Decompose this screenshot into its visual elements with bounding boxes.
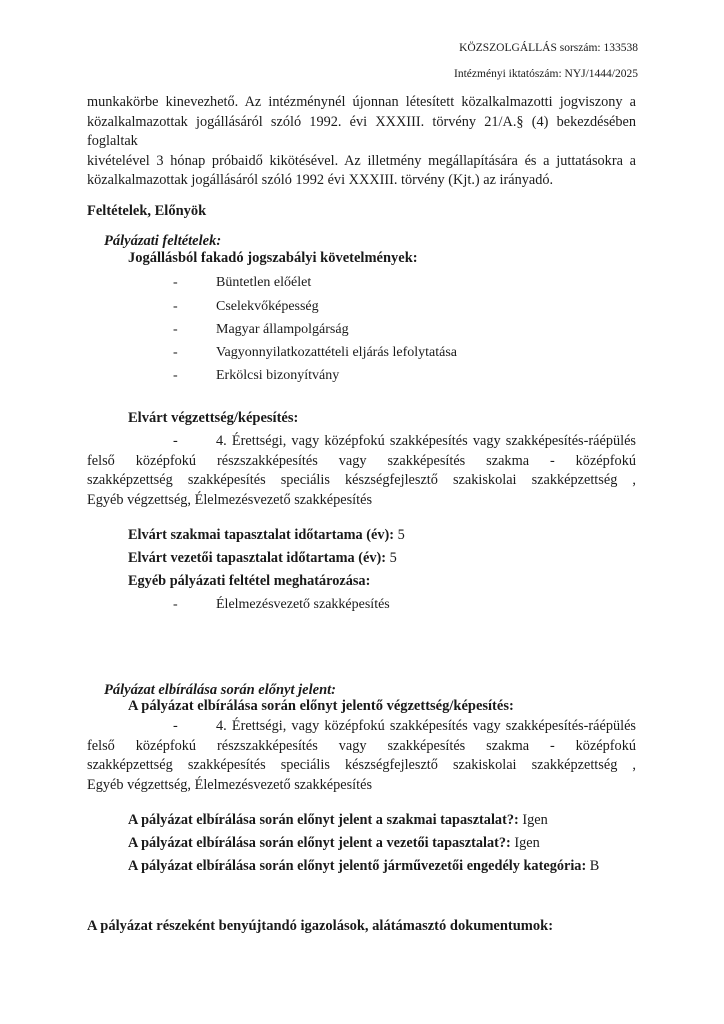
registry-number: Intézményi iktatószám: NYJ/1444/2025 xyxy=(454,68,638,80)
education-line: Egyéb végzettség, Élelmezésvezető szakképesítés xyxy=(87,491,373,508)
list-item-text: Erkölcsi bizonyítvány xyxy=(216,368,340,383)
list-item-text: Vagyonnyilatkozattételi eljárás lefolytatása xyxy=(216,345,458,360)
advantage-leadership-experience-label: A pályázat elbírálása során előnyt jelent a vezetői tapasztalat?: xyxy=(128,835,511,851)
advantage-leadership-experience-row xyxy=(128,835,540,852)
dash-bullet: - xyxy=(173,275,178,290)
dash-bullet: - xyxy=(173,299,178,314)
advantage-education-first-line xyxy=(216,717,636,737)
leadership-experience-row xyxy=(128,550,397,567)
advantage-education-heading: A pályázat elbírálása során előnyt jelentő végzettség/képesítés: xyxy=(128,698,514,714)
conditions-heading: Pályázati feltételek: xyxy=(104,233,222,249)
education-line: felső középfokú részszakképesítés vagy szakképesítés szakma - középfokú xyxy=(87,452,636,469)
list-item-text: Élelmezésvezető szakképesítés xyxy=(216,597,390,612)
leadership-experience-label: Elvárt vezetői tapasztalat időtartama (év): xyxy=(128,550,387,566)
dash-bullet: - xyxy=(173,597,178,612)
dash-bullet: - xyxy=(173,322,178,337)
advantage-leadership-experience-value: Igen xyxy=(514,835,540,851)
dash-bullet: - xyxy=(173,718,178,734)
record-number: KÖZSZOLGÁLLÁS sorszám: 133538 xyxy=(459,42,638,54)
intro-line: közalkalmazottak jogállásáról szóló 1992 évi XXXIII. törvény (Kjt.) az irányadó. xyxy=(87,172,554,188)
education-continuation xyxy=(87,452,636,511)
professional-experience-value: 5 xyxy=(397,527,405,543)
education-line: 4. Érettségi, vagy középfokú szakképesítés vagy szakképesítés-ráépülés xyxy=(216,718,636,734)
education-line: felső középfokú részszakképesítés vagy szakképesítés szakma - középfokú xyxy=(87,737,636,754)
education-line: szakképzettség szakképesítés speciális készségfejlesztő szakiskolai szakképzettség , xyxy=(87,757,636,773)
dash-bullet: - xyxy=(173,433,178,449)
driving-license-row xyxy=(128,858,599,875)
intro-line: közalkalmazottak jogállásáról szóló 1992. évi XXXIII. törvény 21/A.§ (4) bekezdésében foglaltak xyxy=(87,113,636,149)
advantage-professional-experience-value: Igen xyxy=(522,812,548,828)
intro-line: munkakörbe kinevezhető. Az intézménynél újonnan létesített közalkalmazotti jogviszony a xyxy=(87,94,636,110)
documents-section-title: A pályázat részeként benyújtandó igazolások, alátámasztó dokumentumok: xyxy=(87,918,554,934)
section-title: Feltételek, Előnyök xyxy=(87,203,207,219)
driving-license-label: A pályázat elbírálása során előnyt jelentő járművezetői engedély kategória: xyxy=(128,858,587,874)
professional-experience-label: Elvárt szakmai tapasztalat időtartama (év): xyxy=(128,527,395,543)
list-item-text: Magyar állampolgárság xyxy=(216,322,349,337)
dash-bullet: - xyxy=(173,368,178,383)
driving-license-value: B xyxy=(589,858,600,874)
education-line: 4. Érettségi, vagy középfokú szakképesítés vagy szakképesítés-ráépülés xyxy=(216,433,636,449)
leadership-experience-value: 5 xyxy=(389,550,397,566)
education-first-line xyxy=(216,432,636,452)
intro-line: kivételével 3 hónap próbaidő kikötésével. Az illetmény megállapítására és a juttatásokra a xyxy=(87,152,636,169)
list-item-text: Cselekvőképesség xyxy=(216,299,319,314)
dash-bullet: - xyxy=(173,345,178,360)
legal-requirements-heading: Jogállásból fakadó jogszabályi követelmények: xyxy=(128,250,418,266)
professional-experience-row xyxy=(128,527,405,544)
other-condition-heading: Egyéb pályázati feltétel meghatározása: xyxy=(128,573,371,589)
education-heading: Elvárt végzettség/képesítés: xyxy=(128,410,299,426)
education-line: szakképzettség szakképesítés speciális készségfejlesztő szakiskolai szakképzettség , xyxy=(87,472,636,488)
advantage-professional-experience-label: A pályázat elbírálása során előnyt jelent a szakmai tapasztalat?: xyxy=(128,812,519,828)
intro-paragraph xyxy=(87,93,636,191)
advantages-heading: Pályázat elbírálása során előnyt jelent: xyxy=(104,682,336,698)
advantage-education-continuation xyxy=(87,737,636,796)
advantage-professional-experience-row xyxy=(128,812,548,829)
education-line: Egyéb végzettség, Élelmezésvezető szakképesítés xyxy=(87,776,373,793)
list-item-text: Büntetlen előélet xyxy=(216,275,312,290)
